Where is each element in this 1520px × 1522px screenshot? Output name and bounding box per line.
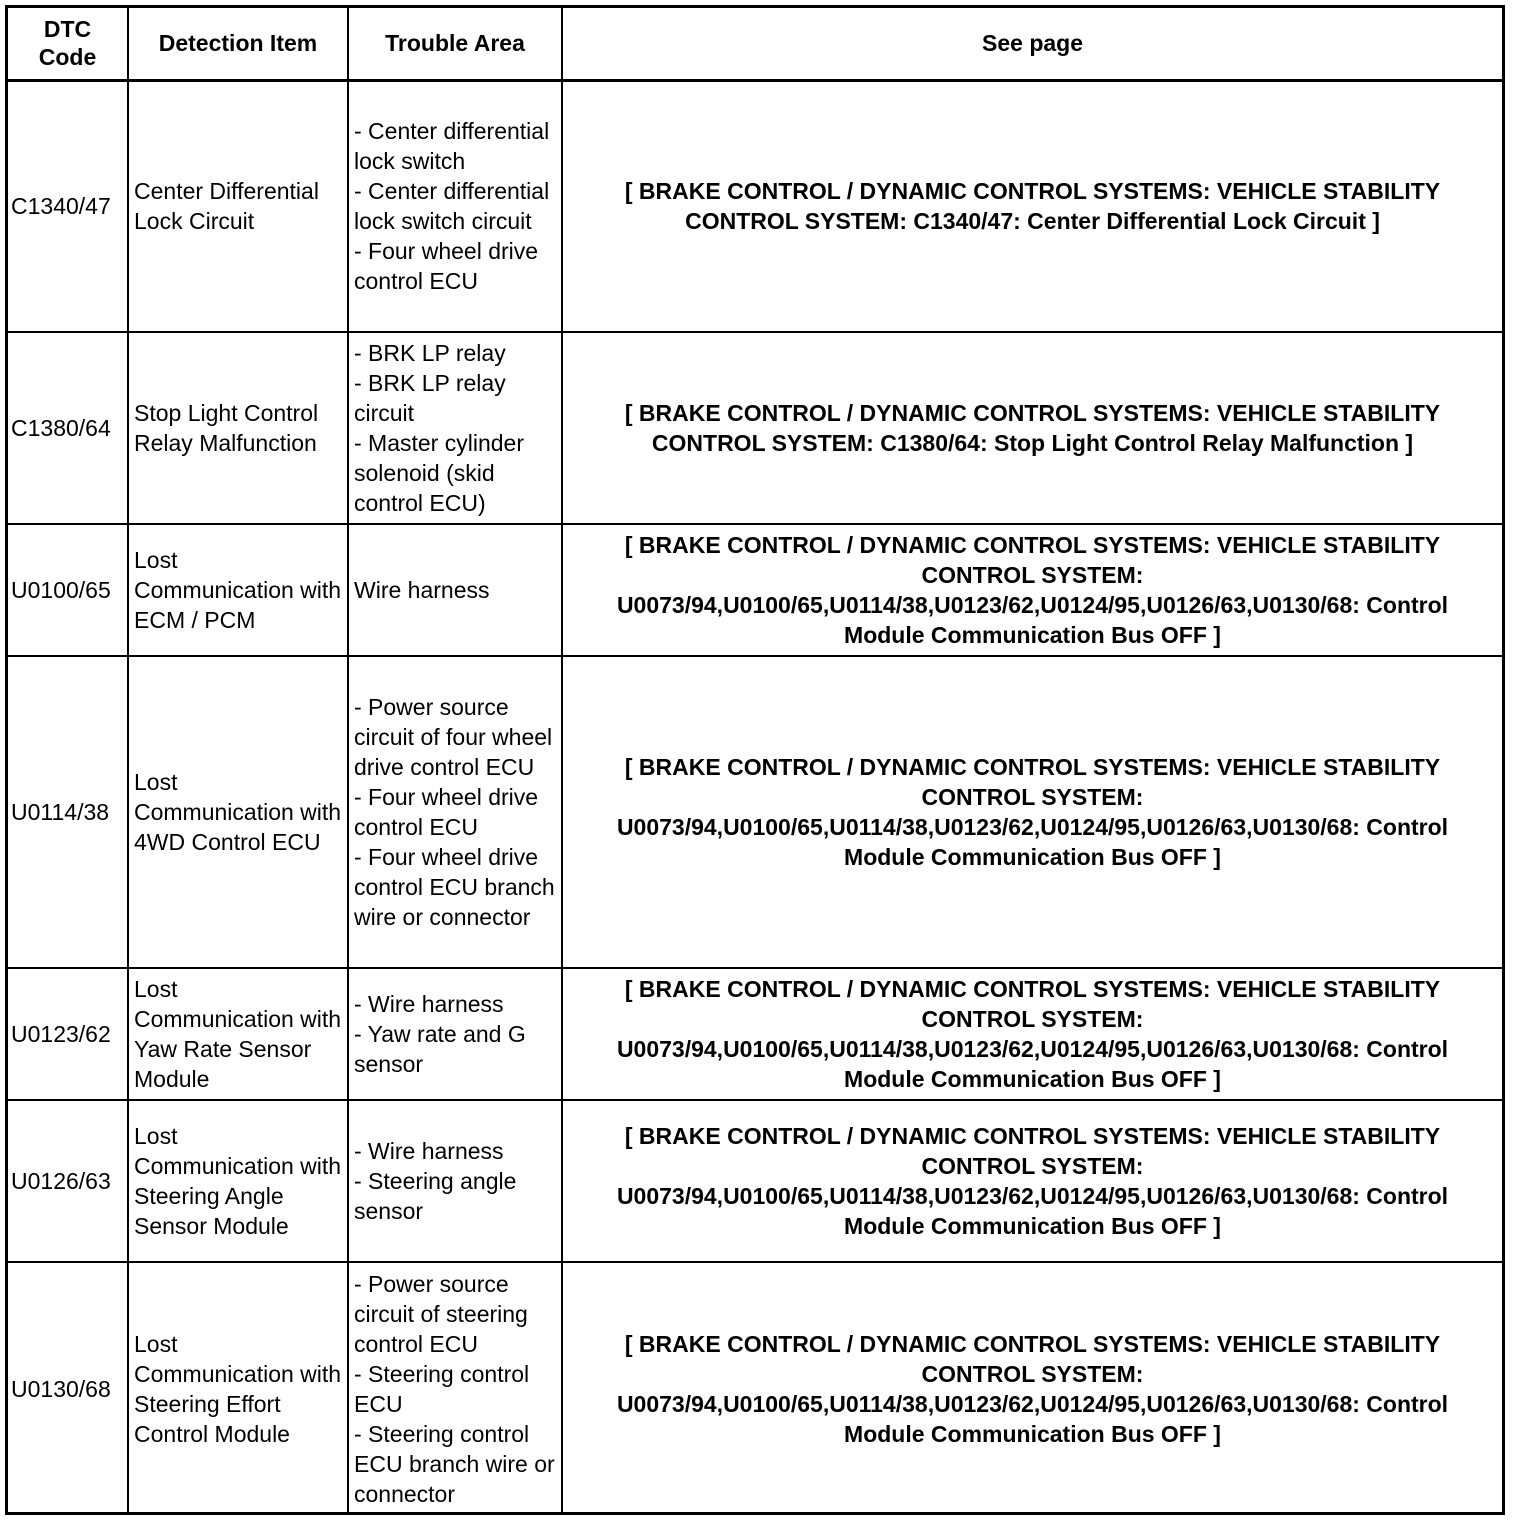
table-row — [8, 524, 1502, 656]
see-page-link[interactable]: [ BRAKE CONTROL / DYNAMIC CONTROL SYSTEMS: VEHICLE STABILITY CONTROL SYSTEM: C1380/64: Stop Light Control Relay Malfunction ] — [562, 332, 1502, 524]
trouble-area-cell: - BRK LP relay - BRK LP relay circuit - Master cylinder solenoid (skid control ECU) — [348, 332, 562, 524]
header-dtc-code-line2: Code — [38, 44, 97, 71]
header-detection-item: Detection Item — [128, 8, 348, 80]
see-page-link[interactable]: [ BRAKE CONTROL / DYNAMIC CONTROL SYSTEMS: VEHICLE STABILITY CONTROL SYSTEM: U0073/94,U0100/65,U0114/38,U0123/62,U0124/95,U0126/63,U0130/68: Control Module Communication Bus OFF ] — [562, 524, 1502, 656]
dtc-code-cell: C1340/47 — [8, 80, 128, 332]
dtc-table — [8, 8, 1502, 1514]
detection-item-cell: Center Differential Lock Circuit — [128, 80, 348, 332]
detection-item-cell: Lost Communication with ECM / PCM — [128, 524, 348, 656]
header-dtc-code — [8, 8, 128, 80]
trouble-area-cell: Wire harness — [348, 524, 562, 656]
trouble-area-cell: - Center differential lock switch - Center differential lock switch circuit - Four wheel drive control ECU — [348, 80, 562, 332]
header-trouble-area: Trouble Area — [348, 8, 562, 80]
dtc-code-cell: U0114/38 — [8, 656, 128, 968]
trouble-area-cell: - Power source circuit of four wheel drive control ECU - Four wheel drive control ECU - Four wheel drive control ECU branch wire or connector — [348, 656, 562, 968]
dtc-code-cell: U0126/63 — [8, 1100, 128, 1262]
detection-item-cell: Lost Communication with Yaw Rate Sensor Module — [128, 968, 348, 1100]
table-row — [8, 80, 1502, 332]
header-dtc-code-line1: DTC — [43, 16, 92, 43]
detection-item-cell: Lost Communication with Steering Effort Control Module — [128, 1262, 348, 1514]
trouble-area-cell: - Wire harness - Steering angle sensor — [348, 1100, 562, 1262]
dtc-code-cell: C1380/64 — [8, 332, 128, 524]
detection-item-cell: Lost Communication with 4WD Control ECU — [128, 656, 348, 968]
table-row — [8, 1100, 1502, 1262]
table-row — [8, 656, 1502, 968]
dtc-code-cell: U0123/62 — [8, 968, 128, 1100]
table-row — [8, 1262, 1502, 1514]
trouble-area-cell: - Power source circuit of steering control ECU - Steering control ECU - Steering control ECU branch wire or connector — [348, 1262, 562, 1514]
trouble-area-cell: - Wire harness - Yaw rate and G sensor — [348, 968, 562, 1100]
table-row — [8, 968, 1502, 1100]
see-page-link[interactable]: [ BRAKE CONTROL / DYNAMIC CONTROL SYSTEMS: VEHICLE STABILITY CONTROL SYSTEM: U0073/94,U0100/65,U0114/38,U0123/62,U0124/95,U0126/63,U0130/68: Control Module Communication Bus OFF ] — [562, 968, 1502, 1100]
see-page-link[interactable]: [ BRAKE CONTROL / DYNAMIC CONTROL SYSTEMS: VEHICLE STABILITY CONTROL SYSTEM: U0073/94,U0100/65,U0114/38,U0123/62,U0124/95,U0126/63,U0130/68: Control Module Communication Bus OFF ] — [562, 656, 1502, 968]
see-page-link[interactable]: [ BRAKE CONTROL / DYNAMIC CONTROL SYSTEMS: VEHICLE STABILITY CONTROL SYSTEM: U0073/94,U0100/65,U0114/38,U0123/62,U0124/95,U0126/63,U0130/68: Control Module Communication Bus OFF ] — [562, 1262, 1502, 1514]
table-header-row — [8, 8, 1502, 80]
dtc-table-frame — [5, 5, 1505, 1515]
see-page-link[interactable]: [ BRAKE CONTROL / DYNAMIC CONTROL SYSTEMS: VEHICLE STABILITY CONTROL SYSTEM: C1340/47: Center Differential Lock Circuit ] — [562, 80, 1502, 332]
detection-item-cell: Lost Communication with Steering Angle Sensor Module — [128, 1100, 348, 1262]
dtc-code-cell: U0100/65 — [8, 524, 128, 656]
see-page-link[interactable]: [ BRAKE CONTROL / DYNAMIC CONTROL SYSTEMS: VEHICLE STABILITY CONTROL SYSTEM: U0073/94,U0100/65,U0114/38,U0123/62,U0124/95,U0126/63,U0130/68: Control Module Communication Bus OFF ] — [562, 1100, 1502, 1262]
detection-item-cell: Stop Light Control Relay Malfunction — [128, 332, 348, 524]
header-see-page: See page — [562, 8, 1502, 80]
dtc-code-cell: U0130/68 — [8, 1262, 128, 1514]
table-row — [8, 332, 1502, 524]
